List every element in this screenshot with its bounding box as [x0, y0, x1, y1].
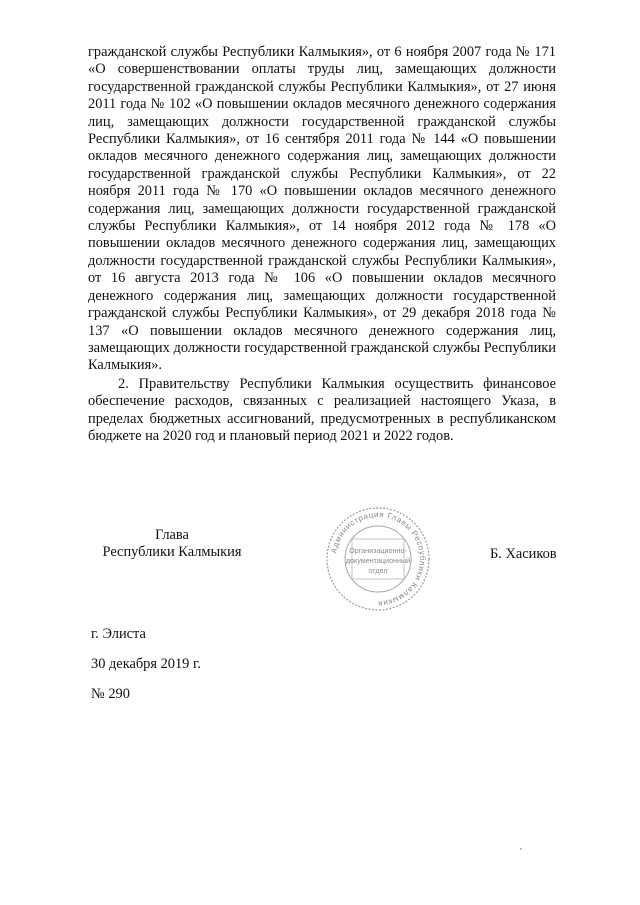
stamp-seal-graphic: [322, 503, 434, 615]
paragraph-government-instruction: 2. Правительству Республики Калмыкия осуществить финансовое обеспечение расходов, связанных с реализацией настоящего Указа, в пределах бюджетных ассигнований, предусмотренных в республиканском бюджете на 2020 год и плановый период 2021 и 2022 годов.: [88, 375, 556, 444]
signer-title-line1: Глава: [155, 527, 189, 543]
official-stamp: [322, 503, 434, 615]
issue-date: 30 декабря 2019 г.: [91, 656, 201, 672]
stamp-inner-line2: документационный: [345, 556, 411, 565]
stamp-inner-line1: Организационно-: [349, 546, 407, 555]
scan-speck: [520, 848, 522, 850]
document-body: [88, 44, 556, 445]
stamp-outer-text: Администрация Главы Республики Калмыкия: [329, 509, 428, 609]
signer-name: Б. Хасиков: [490, 546, 557, 562]
signer-title-line2: Республики Калмыкия: [102, 544, 242, 561]
paragraph-decree-list: гражданской службы Республики Калмыкия», от 6 ноября 2007 года № 171 «О совершенствовании оплаты труды лиц, замещающих должности государственной гражданской службы Республики Калмыкия», от 27 июня 2011 года № 102 «О повышении окладов месячного денежного содержания лиц, замещающих должности государственной гражданской службы Республики Калмыкия», от 16 сентября 2011 года № 144 «О повышении окладов месячного денежного содержания лиц, замещающих должности государственной гражданской службы Республики Калмыкия», от 22 ноября 2011 года № 170 «О повышении окладов месячного денежного содержания лиц, замещающих должности государственной гражданской службы Республики Калмыкия», от 14 ноября 2012 года № 178 «О повышении окладов месячного денежного содержания лиц, замещающих должности государственной гражданской службы Республики Калмыкия», от 16 августа 2013 года № 106 «О повышении окладов месячного денежного содержания лиц, замещающих должности государственной гражданской службы Республики Калмыкия», от 29 декабря 2018 года № 137 «О повышении окладов месячного денежного содержания лиц, замещающих должности государственной гражданской службы Республики Калмыкия».: [88, 44, 556, 374]
document-number: № 290: [91, 686, 130, 702]
signer-title: [92, 527, 252, 562]
issue-place: г. Элиста: [91, 626, 146, 642]
stamp-inner-line3: отдел: [368, 566, 388, 575]
